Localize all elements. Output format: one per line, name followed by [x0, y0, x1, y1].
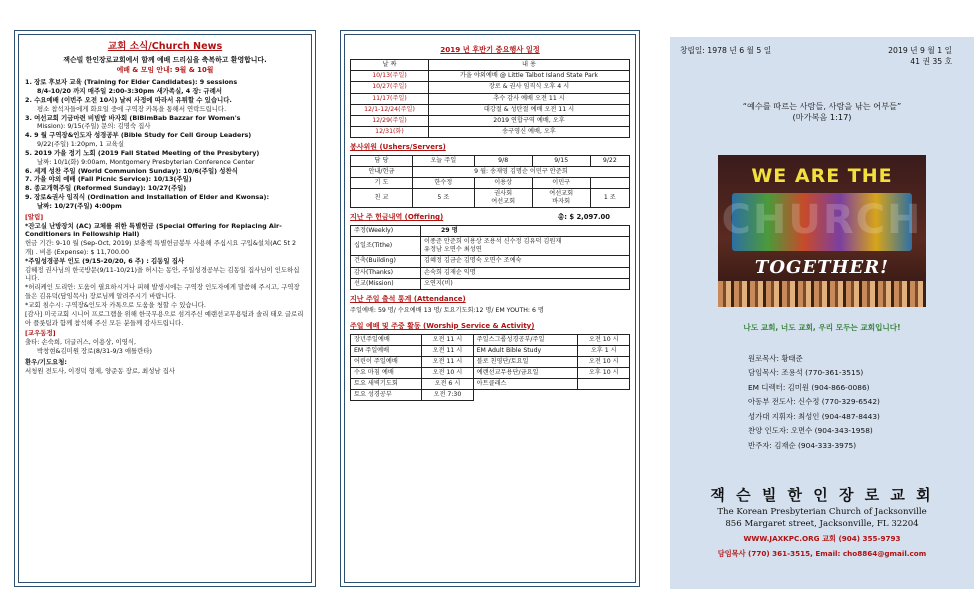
news-item-detail: Mission): 9/15(주일) 문의: 김명숙 집사 [37, 122, 151, 131]
worship-cell: 오전 7:30 [422, 390, 473, 401]
worship-cell-empty [473, 390, 578, 401]
staff-line: 성가대 지휘자: 최성인 (904-487-8443) [748, 411, 880, 421]
schedule-event: 대강절 & 성탄절 예배 오전 11 시 [429, 104, 630, 115]
church-news-panel [14, 30, 316, 587]
staff-line: 반주자: 김재순 (904-333-3975) [748, 440, 857, 450]
worship-title: 주일 예배 및 주중 활동 (Worship Service & Activity) [350, 321, 535, 330]
members-heading: [교우동정] [25, 329, 56, 338]
prayer-heading: 환우/기도요청: [25, 357, 67, 366]
staff-line: 담임목사: 조용석 (770-361-3515) [748, 368, 864, 378]
ushers-header: 9/8 [474, 155, 532, 166]
schedule-event: 송구영신 예배, 오후 [429, 126, 630, 137]
ushers-role: 기 도 [351, 178, 413, 189]
ushers-role: 친 교 [351, 189, 413, 208]
staff-list [748, 352, 880, 453]
news-item: 7. 가을 야외 예배 (Fall Picnic Service): 10/13(주일) [25, 175, 192, 184]
news-item-detail: 평소 참석자들에게 화요일 중에 구역장 카톡을 통해서 연락드립니다. [37, 104, 227, 113]
worship-cell: 주일스그룹성경공부/주일 [473, 334, 578, 345]
ushers-table [350, 155, 630, 208]
news-item: 3. 여선교회 기금마련 비빔밥 바자회 (BiBimBab Bazzar for Women's [25, 113, 241, 122]
news-item: 1. 장로 후보자 교육 (Training for Elder Candidates): 9 sessions [25, 78, 238, 87]
ushers-header: 9/15 [532, 155, 590, 166]
news-item-detail: 날짜: 10/27(주일) 4:00pm [37, 201, 122, 210]
ushers-value: 9 월: 송재영 김명순 이민구 안준희 [412, 166, 629, 177]
founded-date: 창립일: 1978 년 6 월 5 일 [680, 46, 772, 55]
news-item: 6. 세계 성찬 주일 (World Communion Sunday): 10/6(주일) 성찬식 [25, 166, 238, 175]
notice-line: 김혜정 권사님의 한국방문(9/11-10/21)을 허시는 동안, 주일성경공부는 김동일 집사님이 인도하십니다. [25, 265, 300, 283]
issue-volume: 41 권 35 호 [910, 57, 952, 67]
ushers-title: 봉사위원 (Ushers/Servers) [350, 142, 446, 151]
ushers-role: 안내/헌금 [351, 166, 413, 177]
church-motto: 나도 교회, 너도 교회, 우리 모두는 교회입니다! [743, 323, 901, 332]
worship-cell: 아트클래스 [473, 379, 578, 390]
schedule-date: 12/29(주일) [351, 115, 429, 126]
offering-names: 이종준 안준희 이용상 조용석 신수정 김유덕 김원재 유정남 오면수 최성연 [421, 237, 630, 256]
worship-cell: 오후 1 시 [578, 345, 630, 356]
bulletin-cover [670, 37, 974, 589]
offering-type: 감사(Thanks) [351, 267, 421, 278]
church-name-english: The Korean Presbyterian Church of Jacksonville [717, 507, 927, 517]
schedule-panel [340, 30, 640, 587]
pastor-contact[interactable]: 담임목사 (770) 361-3515, Email: cho8864@gmail.com [717, 549, 927, 558]
church-news-title: 교회 소식/Church News [107, 41, 223, 52]
notice-line: 헌금 기간: 9-10 월 (Sep-Oct, 2019) 보충책 특별헌금봉투 사용해 주십시요 구입&설치(AC 5t 2 개) . 비용 (Expense): $ 11,700.00 [25, 239, 297, 256]
schedule-event: 추수 감사 예배 오전 11 시 [429, 93, 630, 104]
church-name-korean: 잭 슨 빌 한 인 장 로 교 회 [710, 486, 934, 504]
worship-cell: 오전 6 시 [422, 379, 473, 390]
schedule-date: 11/17(주일) [351, 93, 429, 104]
quote-reference: (마가복음 1:17) [792, 112, 852, 123]
ushers-value: 이용상 [474, 178, 532, 189]
notice-line: *허리케인 도리안: 도움이 필요하시거나 피해 발생시에는 구역장 인도자에게 말씀해 주시고, 구역장들은 김유덕(담임목사) 장로님께 알려주시기 바랍니다. [25, 283, 300, 301]
members-line: 출타: 손숙희, 더글러스, 이용상, 이영식, [25, 338, 137, 347]
offering-type: 건축(Building) [351, 256, 421, 267]
schedule-event: 장로 & 권사 임직식 오후 4 시 [429, 82, 630, 93]
welcome-text: 잭슨빌 한인장로교회에서 함께 예배 드리심을 축복하고 환영합니다. [63, 56, 267, 65]
worship-cell: 토요 새벽기도회 [351, 379, 422, 390]
staff-line: 아동부 전도사: 신수정 (770-329-6542) [748, 397, 880, 407]
news-item-detail: 날짜: 10/1(화) 9:00am, Montgomery Presbyterian Conference Center [37, 157, 255, 166]
notice-line: *잔고실 난방장치 (AC) 교체를 위한 특별헌금 (Special Offering for Replacing Air-Conditioners in Fellowship Hall) [25, 221, 282, 239]
notice-line: *교회 침수시: 구역장&인도자 카톡으로 도움을 청할 수 있습니다. [25, 300, 206, 309]
scripture-quote [670, 101, 974, 124]
news-item-detail: 9/22(주일) 1:20pm, 1 교육실 [37, 140, 125, 149]
notice-line: [감사] 미국교회 시니어 프로그램을 위해 한국무용으로 섬겨주신 예랜선교무용팀과 솔리 태오 글로리아 플룻팀과 함께 참석해 주신 모든 분들께 감사드립니다. [25, 309, 304, 327]
ushers-value [590, 178, 629, 189]
worship-cell: 오전 11 시 [422, 357, 473, 368]
church-address-block [670, 507, 974, 530]
artwork-church-word: CHURCH [721, 197, 923, 243]
worship-cell: 오전 10 시 [422, 368, 473, 379]
offering-type: 십일조(Tithe) [351, 237, 421, 256]
offering-total: 총: $ 2,097.00 [557, 213, 610, 222]
members-line: 박창현&김미원 장로(8/31-9/3 애틀란타) [37, 347, 153, 356]
ushers-value: 한수정 [412, 178, 474, 189]
ushers-value: 권사회 여선교회 [474, 189, 532, 208]
offering-names: 29 명 [421, 226, 630, 237]
artwork-headline: WE ARE THE [751, 165, 893, 187]
worship-cell: 오전 11 시 [422, 345, 473, 356]
issue-date: 2019 년 9 월 1 일 [888, 46, 952, 55]
ushers-header: 오늘 주일 [412, 155, 474, 166]
offering-type: 선교(Mission) [351, 278, 421, 289]
worship-cell: 오후 10 시 [578, 368, 630, 379]
we-are-the-church-artwork [718, 155, 926, 307]
ushers-value: 5 조 [412, 189, 474, 208]
quote-text: “예수를 따르는 사람들, 사람을 낚는 어부들” [742, 101, 902, 111]
church-website[interactable]: WWW.JAXKPC.ORG 교회 (904) 355-9793 [743, 534, 901, 543]
worship-cell: 수요 마침 예배 [351, 368, 422, 379]
schedule-date: 10/27(주일) [351, 82, 429, 93]
news-item: 4. 9 월 구역장&인도자 성경공부 (Bible Study for Cell Group Leaders) [25, 131, 252, 140]
ushers-value: 1 조 [590, 189, 629, 208]
offering-table [350, 225, 630, 289]
schedule-heading: 예배 & 모임 안내: 9월 & 10월 [116, 65, 214, 74]
news-item: 8. 종교개혁주일 (Reformed Sunday): 10/27(주일) [25, 184, 187, 193]
offering-title: 지난 주 헌금내역 (Offering) [350, 213, 444, 222]
worship-cell: 블로 친영단/토요일 [473, 357, 578, 368]
worship-cell: 장년주일예배 [351, 334, 422, 345]
worship-cell: EM Adult Bible Study [473, 345, 578, 356]
ushers-header: 담 당 [351, 155, 413, 166]
ushers-value: 이민구 [532, 178, 590, 189]
schedule-event: 2019 연합구역 예배, 오후 [429, 115, 630, 126]
staff-line: 찬양 인도자: 오면수 (904-343-1958) [748, 426, 873, 436]
ushers-value: 여선교회 바자회 [532, 189, 590, 208]
ushers-header: 9/22 [590, 155, 629, 166]
schedule-event: 가을 야외예배 @ Little Talbot Island State Park [429, 71, 630, 82]
notice-heading: [알림] [25, 212, 44, 221]
worship-cell: 오전 10 시 [578, 334, 630, 345]
notice-line: *주일성경공부 인도 (9/15-20/20, 6 주) : 김동일 집사 [25, 256, 185, 265]
schedule-frame [344, 34, 636, 583]
raised-hands-graphic [718, 281, 926, 307]
news-item-detail: 8/4-10/20 까지 매주일 2:00-3:30pm 새가족실, 4 장: 규례서 [37, 87, 222, 96]
news-item: 5. 2019 가을 정기 노회 (2019 Fall Stated Meeting of the Presbytery) [25, 148, 260, 157]
schedule-date: 12/31(화) [351, 126, 429, 137]
schedule-date: 10/13(주일) [351, 71, 429, 82]
worship-cell: 어린이 주일예배 [351, 357, 422, 368]
news-item: 2. 수요예배 (이번주 오전 10시) 날씨 사정에 따라서 유튀할 수 있습니다. [25, 95, 232, 104]
artwork-together: TOGETHER! [754, 257, 890, 278]
church-address: 856 Margaret street, Jacksonville, FL 32204 [725, 518, 919, 529]
worship-table [350, 334, 630, 401]
schedule-header: 날 짜 [351, 60, 429, 71]
schedule-title: 2019 년 후반기 중요행사 일정 [440, 45, 540, 54]
offering-type: 주정(Weekly) [351, 226, 421, 237]
worship-cell: EM 주일예배 [351, 345, 422, 356]
schedule-header: 내 용 [429, 60, 630, 71]
issue-info [888, 45, 952, 67]
offering-names: 손숙희 김재순 익명 [421, 267, 630, 278]
worship-cell: 토요 성경공부 [351, 390, 422, 401]
schedule-date: 12/1-12/24(주일) [351, 104, 429, 115]
offering-names: 김혜정 김금순 김명숙 오면수 조예숙 [421, 256, 630, 267]
staff-line: 원로목사: 황태준 [748, 354, 803, 363]
attendance-title: 지난 주일 출석 통계 (Attendance) [350, 294, 466, 303]
worship-cell [578, 379, 630, 390]
church-news-frame [18, 34, 312, 583]
news-item: 9. 장로&권사 임직식 (Ordination and Installation of Elder and Kwonsa): [25, 193, 270, 202]
worship-cell: 예랜선교무용단/금요일 [473, 368, 578, 379]
schedule-table [350, 59, 630, 137]
offering-names: 오연지(비) [421, 278, 630, 289]
attendance-line: 주일예배: 59 명/ 수요예배 13 명/ 토요기도회:12 명/ EM YOUTH: 6 명 [350, 306, 544, 314]
prayer-line: 서청원 전도사, 이경덕 형제, 양준동 장로, 최성남 집사 [25, 366, 175, 375]
worship-cell: 오전 10 시 [578, 357, 630, 368]
worship-cell-empty [578, 390, 630, 401]
staff-line: EM 디렉터: 김미원 (904-866-0086) [748, 382, 870, 392]
worship-cell: 오전 11 시 [422, 334, 473, 345]
